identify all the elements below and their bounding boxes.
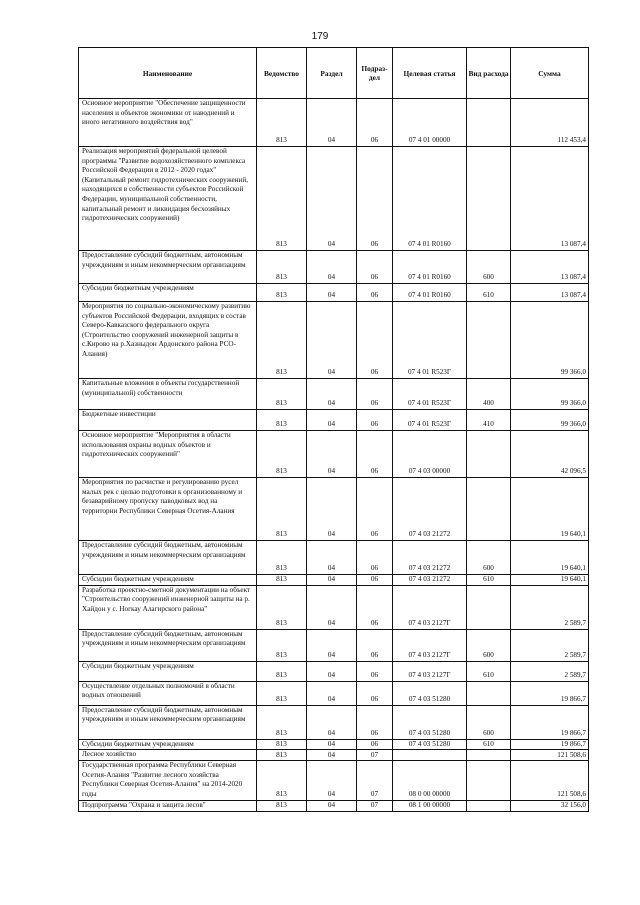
cell-podrazdel: 06 xyxy=(357,410,393,431)
page-number: 179 xyxy=(311,31,329,42)
cell-statya: 07 4 03 51280 xyxy=(393,705,467,739)
cell-summa: 19 866,7 xyxy=(511,705,589,739)
table-row xyxy=(79,284,589,302)
cell-razdel: 04 xyxy=(307,629,357,661)
cell-statya: 07 4 01 R0160 xyxy=(393,284,467,302)
table-row xyxy=(79,379,589,410)
cell-ved: 813 xyxy=(257,302,307,379)
table-row xyxy=(79,750,589,761)
cell-summa: 2 589,7 xyxy=(511,661,589,681)
cell-podrazdel: 06 xyxy=(357,541,393,575)
cell-podrazdel: 06 xyxy=(357,585,393,629)
cell-name: Субсидии бюджетным учреждениям xyxy=(79,661,257,681)
col-header-summa: Сумма xyxy=(511,48,589,99)
cell-ved: 813 xyxy=(257,478,307,541)
cell-razdel: 04 xyxy=(307,750,357,761)
cell-vid: 600 xyxy=(467,705,511,739)
cell-summa: 19 640,1 xyxy=(511,575,589,586)
cell-vid: 610 xyxy=(467,661,511,681)
cell-statya: 07 4 01 R523Г xyxy=(393,302,467,379)
cell-name: Субсидии бюджетным учреждениям xyxy=(79,739,257,750)
cell-ved: 813 xyxy=(257,705,307,739)
cell-razdel: 04 xyxy=(307,661,357,681)
table-row xyxy=(79,629,589,661)
cell-name: Подпрограмма "Охрана и защита лесов" xyxy=(79,800,257,811)
budget-table xyxy=(78,47,589,812)
cell-name: Государственная программа Республики Северная Осетия-Алания "Развитие лесного хозяйства Республики Северная Осетия-Алания" на 2014-2020 годы xyxy=(79,761,257,800)
cell-statya: 07 4 03 2127Г xyxy=(393,629,467,661)
cell-ved: 813 xyxy=(257,147,307,251)
cell-podrazdel: 06 xyxy=(357,284,393,302)
cell-statya: 07 4 01 R523Г xyxy=(393,410,467,431)
col-header-name: Наименование xyxy=(79,48,257,99)
cell-name: Лесное хозяйство xyxy=(79,750,257,761)
table-row xyxy=(79,585,589,629)
cell-statya: 07 4 03 2127Г xyxy=(393,661,467,681)
header-row xyxy=(79,48,589,99)
cell-ved: 813 xyxy=(257,284,307,302)
cell-ved: 813 xyxy=(257,739,307,750)
cell-ved: 813 xyxy=(257,410,307,431)
cell-ved: 813 xyxy=(257,800,307,811)
cell-vid xyxy=(467,800,511,811)
cell-summa: 42 096,5 xyxy=(511,431,589,478)
cell-podrazdel: 06 xyxy=(357,302,393,379)
col-header-ved: Ведомство xyxy=(257,48,307,99)
cell-podrazdel: 07 xyxy=(357,800,393,811)
cell-podrazdel: 07 xyxy=(357,761,393,800)
cell-summa: 19 640,1 xyxy=(511,478,589,541)
cell-vid: 410 xyxy=(467,410,511,431)
cell-statya: 07 4 03 00000 xyxy=(393,431,467,478)
table-row xyxy=(79,431,589,478)
cell-vid xyxy=(467,302,511,379)
cell-vid: 610 xyxy=(467,284,511,302)
cell-razdel: 04 xyxy=(307,410,357,431)
cell-statya: 07 4 01 R0160 xyxy=(393,147,467,251)
cell-vid xyxy=(467,761,511,800)
cell-name: Мероприятия по расчистке и регулированию русел малых рек с целью подготовки к организованному и безаварийному пропуску паводковых вод на территории Республики Северная Осетия-Алания xyxy=(79,478,257,541)
cell-razdel: 04 xyxy=(307,251,357,284)
table-row xyxy=(79,705,589,739)
cell-ved: 813 xyxy=(257,681,307,705)
cell-summa: 19 866,7 xyxy=(511,681,589,705)
cell-name: Предоставление субсидий бюджетным, автономным учреждениям и иным некоммерческим организациям xyxy=(79,251,257,284)
cell-name: Основное мероприятие "Мероприятия в области использования охраны водных объектов и гидротехнических сооружений" xyxy=(79,431,257,478)
cell-name: Бюджетные инвестиции xyxy=(79,410,257,431)
cell-razdel: 04 xyxy=(307,431,357,478)
cell-vid xyxy=(467,478,511,541)
cell-vid xyxy=(467,147,511,251)
cell-vid: 600 xyxy=(467,251,511,284)
cell-ved: 813 xyxy=(257,750,307,761)
cell-summa: 121 508,6 xyxy=(511,750,589,761)
cell-name: Предоставление субсидий бюджетным, автономным учреждениям и иным некоммерческим организациям xyxy=(79,629,257,661)
table-row xyxy=(79,739,589,750)
cell-vid xyxy=(467,585,511,629)
cell-ved: 813 xyxy=(257,379,307,410)
cell-name: Разработка проектно-сметной документации на объект "Строительство сооружений инженерной защиты на р. Хайдон у с. Ногкау Алагирского района" xyxy=(79,585,257,629)
cell-podrazdel: 06 xyxy=(357,575,393,586)
col-header-podrazdel: Подраз-дел xyxy=(357,48,393,99)
table-row xyxy=(79,410,589,431)
cell-statya: 07 4 01 R0160 xyxy=(393,251,467,284)
table-row xyxy=(79,541,589,575)
cell-razdel: 04 xyxy=(307,681,357,705)
col-header-razdel: Раздел xyxy=(307,48,357,99)
cell-vid: 400 xyxy=(467,379,511,410)
table-row xyxy=(79,99,589,147)
cell-summa: 99 366,0 xyxy=(511,410,589,431)
cell-podrazdel: 06 xyxy=(357,251,393,284)
cell-summa: 13 087,4 xyxy=(511,284,589,302)
cell-summa: 19 640,1 xyxy=(511,541,589,575)
table-row xyxy=(79,681,589,705)
cell-podrazdel: 06 xyxy=(357,629,393,661)
table-row xyxy=(79,661,589,681)
cell-name: Субсидии бюджетным учреждениям xyxy=(79,284,257,302)
cell-razdel: 04 xyxy=(307,761,357,800)
cell-ved: 813 xyxy=(257,251,307,284)
cell-summa: 2 589,7 xyxy=(511,629,589,661)
cell-statya: 07 4 03 51280 xyxy=(393,739,467,750)
cell-statya: 07 4 03 21272 xyxy=(393,541,467,575)
cell-podrazdel: 06 xyxy=(357,661,393,681)
cell-razdel: 04 xyxy=(307,478,357,541)
cell-ved: 813 xyxy=(257,99,307,147)
cell-summa: 121 508,6 xyxy=(511,761,589,800)
cell-name: Мероприятия по социально-экономическому развитию субъектов Российской Федерации, входящих в состав Северо-Кавказского федерального округа (Строительство сооружений инженерной защиты в с.Кирово на р.Хазныдон Ардонского района РСО-Алания) xyxy=(79,302,257,379)
cell-razdel: 04 xyxy=(307,379,357,410)
cell-vid: 600 xyxy=(467,629,511,661)
cell-summa: 19 866,7 xyxy=(511,739,589,750)
cell-razdel: 04 xyxy=(307,585,357,629)
cell-ved: 813 xyxy=(257,585,307,629)
cell-summa: 32 156,0 xyxy=(511,800,589,811)
cell-summa: 99 366,0 xyxy=(511,379,589,410)
cell-statya: 08 1 00 00000 xyxy=(393,800,467,811)
table-row xyxy=(79,575,589,586)
cell-podrazdel: 06 xyxy=(357,705,393,739)
cell-razdel: 04 xyxy=(307,302,357,379)
table-row xyxy=(79,302,589,379)
cell-summa: 99 366,0 xyxy=(511,302,589,379)
cell-podrazdel: 06 xyxy=(357,431,393,478)
cell-statya xyxy=(393,750,467,761)
cell-statya: 07 4 03 51280 xyxy=(393,681,467,705)
cell-razdel: 04 xyxy=(307,705,357,739)
cell-razdel: 04 xyxy=(307,575,357,586)
cell-statya: 07 4 01 00000 xyxy=(393,99,467,147)
table-row xyxy=(79,478,589,541)
cell-vid: 610 xyxy=(467,575,511,586)
cell-name: Основное мероприятие "Обеспечение защищенности населения и объектов экономики от наводнений и иного негативного воздействия вод" xyxy=(79,99,257,147)
cell-statya: 07 4 03 21272 xyxy=(393,575,467,586)
cell-name: Субсидии бюджетным учреждениям xyxy=(79,575,257,586)
table-row xyxy=(79,251,589,284)
cell-vid: 610 xyxy=(467,739,511,750)
cell-razdel: 04 xyxy=(307,800,357,811)
cell-vid xyxy=(467,99,511,147)
cell-ved: 813 xyxy=(257,431,307,478)
cell-statya: 07 4 03 2127Г xyxy=(393,585,467,629)
cell-ved: 813 xyxy=(257,629,307,661)
cell-vid: 600 xyxy=(467,541,511,575)
table-row xyxy=(79,800,589,811)
cell-vid xyxy=(467,681,511,705)
cell-razdel: 04 xyxy=(307,99,357,147)
cell-summa: 112 453,4 xyxy=(511,99,589,147)
cell-ved: 813 xyxy=(257,661,307,681)
cell-podrazdel: 06 xyxy=(357,478,393,541)
cell-podrazdel: 07 xyxy=(357,750,393,761)
cell-razdel: 04 xyxy=(307,739,357,750)
cell-statya: 07 4 01 R523Г xyxy=(393,379,467,410)
cell-summa: 2 589,7 xyxy=(511,585,589,629)
cell-razdel: 04 xyxy=(307,541,357,575)
cell-ved: 813 xyxy=(257,575,307,586)
cell-ved: 813 xyxy=(257,761,307,800)
cell-name: Капитальные вложения в объекты государственной (муниципальной) собственности xyxy=(79,379,257,410)
cell-name: Реализация мероприятий федеральной целевой программы "Развитие водохозяйственного комплекса Российской Федерации в 2012 - 2020 годах" (Капитальный ремонт гидротехнических сооружений, находящихся в собственности субъектов Российской Федерации, муниципальной собственности, капитальный ремонт и ликвидация бесхозяйных гидротехнических сооружений) xyxy=(79,147,257,251)
cell-podrazdel: 06 xyxy=(357,681,393,705)
cell-name: Предоставление субсидий бюджетным, автономным учреждениям и иным некоммерческим организациям xyxy=(79,541,257,575)
table-row xyxy=(79,761,589,800)
cell-vid xyxy=(467,750,511,761)
cell-vid xyxy=(467,431,511,478)
cell-podrazdel: 06 xyxy=(357,99,393,147)
cell-ved: 813 xyxy=(257,541,307,575)
cell-name: Осуществление отдельных полномочий в области водных отношений xyxy=(79,681,257,705)
cell-podrazdel: 06 xyxy=(357,739,393,750)
cell-podrazdel: 06 xyxy=(357,147,393,251)
cell-name: Предоставление субсидий бюджетным, автономным учреждениям и иным некоммерческим организациям xyxy=(79,705,257,739)
table-row xyxy=(79,147,589,251)
col-header-vid: Вид расхода xyxy=(467,48,511,99)
cell-razdel: 04 xyxy=(307,284,357,302)
cell-summa: 13 087,4 xyxy=(511,147,589,251)
cell-razdel: 04 xyxy=(307,147,357,251)
col-header-statya: Целевая статья xyxy=(393,48,467,99)
cell-podrazdel: 06 xyxy=(357,379,393,410)
cell-statya: 08 0 00 00000 xyxy=(393,761,467,800)
cell-statya: 07 4 03 21272 xyxy=(393,478,467,541)
cell-summa: 13 087,4 xyxy=(511,251,589,284)
